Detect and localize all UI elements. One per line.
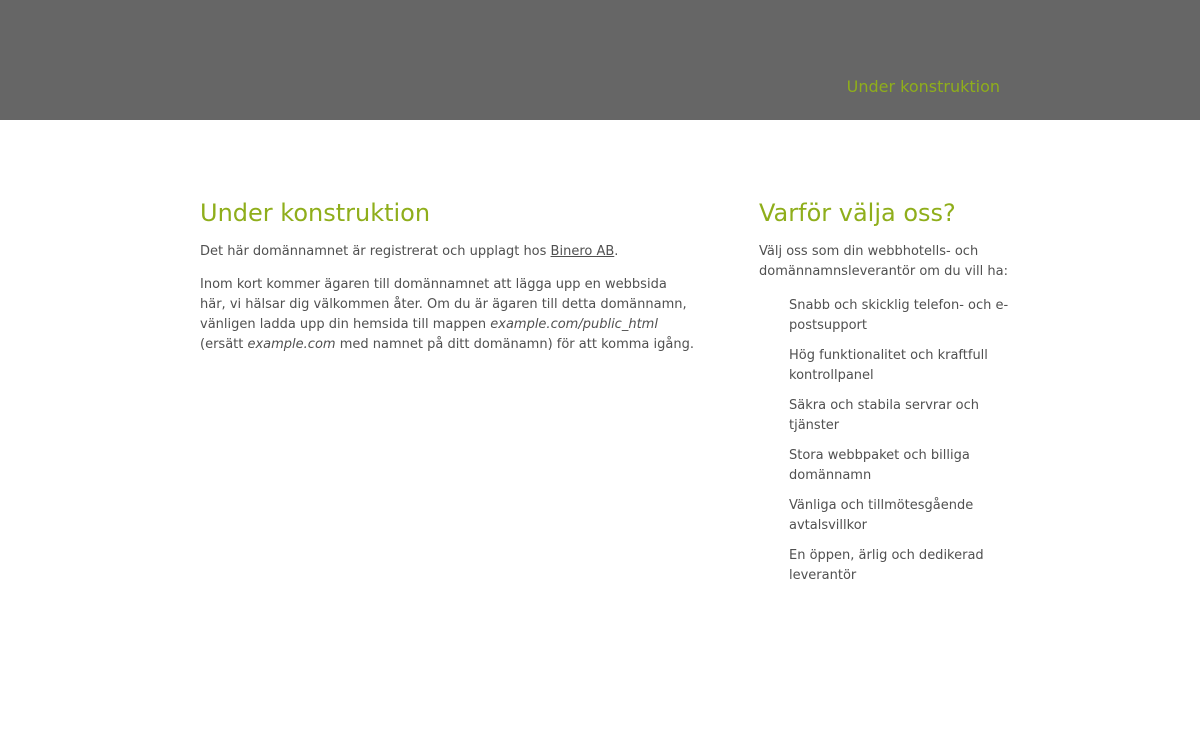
list-item: Stora webbpaket och billiga domännamn <box>789 448 970 483</box>
sidebar-intro: Välj oss som din webbhotells- och domännamnsleverantör om du vill ha: <box>759 244 1008 279</box>
registration-text <box>200 242 695 262</box>
instructions-part-2: (ersätt <box>200 337 248 352</box>
sidebar-heading: Varför välja oss? <box>759 199 956 227</box>
benefits-list <box>789 296 1009 586</box>
main-content <box>200 198 695 368</box>
list-item: En öppen, ärlig och dedikerad leverantör <box>789 548 984 583</box>
list-item: Vänliga och tillmötesgående avtalsvillkor <box>789 498 974 533</box>
public-html-path: example.com/public_html <box>490 317 658 332</box>
example-domain: example.com <box>247 337 336 352</box>
header-title: Under konstruktion <box>846 77 1000 96</box>
instructions-text <box>200 275 695 355</box>
binero-link[interactable]: Binero AB <box>550 244 615 259</box>
registration-text-before: Det här domännamnet är registrerat och upplagt hos <box>200 244 551 259</box>
instructions-part-3: med namnet på ditt domänamn) för att komma igång. <box>335 337 694 352</box>
sidebar <box>759 198 1009 596</box>
list-item: Snabb och skicklig telefon- och e-postsupport <box>789 298 1009 333</box>
list-item: Hög funktionalitet och kraftfull kontrollpanel <box>789 348 988 383</box>
page-header <box>0 0 1200 120</box>
registration-text-after: . <box>614 244 619 259</box>
main-heading: Under konstruktion <box>200 199 431 227</box>
instructions-part-1: Inom kort kommer ägaren till domännamnet att lägga upp en webbsida här, vi hälsar dig välkommen åter. Om du är ägaren till detta domännamn, vänligen ladda upp din hemsida till mappen <box>200 277 687 332</box>
list-item: Säkra och stabila servrar och tjänster <box>789 398 980 433</box>
